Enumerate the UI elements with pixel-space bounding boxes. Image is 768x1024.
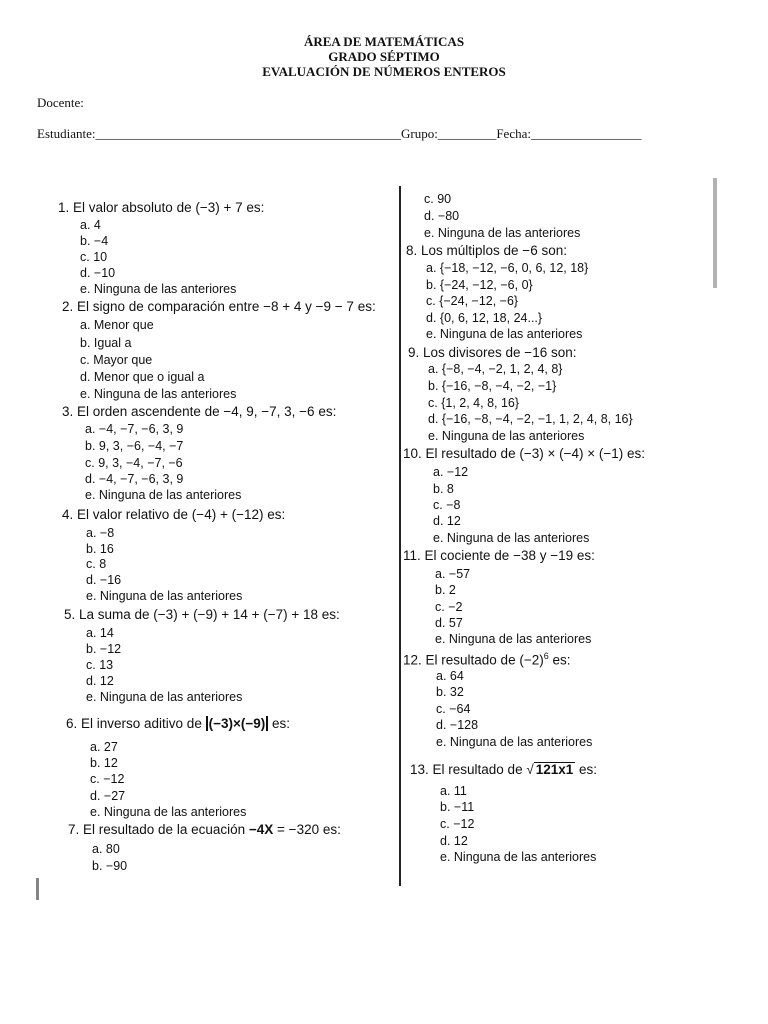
question-1: 1. El valor absoluto de (−3) + 7 es: (58, 200, 265, 215)
question-7-tail: = −320 es: (273, 822, 341, 837)
option: b. −90 (92, 859, 128, 873)
option: b. 8 (433, 482, 454, 496)
option: e. Ninguna de las anteriores (90, 805, 247, 819)
question-9: 9. Los divisores de −16 son: (408, 345, 577, 360)
question-13-text: 13. El resultado de (410, 762, 527, 777)
option: e. Ninguna de las anteriores (436, 735, 593, 749)
question-7-text: 7. El resultado de la ecuación (68, 822, 246, 837)
option: b. 9, 3, −6, −4, −7 (85, 439, 184, 453)
question-12 (403, 651, 571, 668)
equation-term: −4X (248, 822, 274, 837)
question-3: 3. El orden ascendente de −4, 9, −7, 3, −6 es: (62, 404, 337, 419)
option: b. {−16, −8, −4, −2, −1} (428, 379, 557, 393)
option: c. −64 (436, 702, 471, 716)
option: b. −4 (80, 234, 109, 248)
question-7 (68, 822, 341, 837)
option: e. Ninguna de las anteriores (80, 282, 237, 296)
student-info-line: Estudiante:_______________________________________________Grupo:_________Fecha:_________________ (37, 126, 642, 141)
option: a. {−8, −4, −2, 1, 2, 4, 8} (428, 362, 563, 376)
option: a. 14 (86, 626, 114, 640)
question-5: 5. La suma de (−3) + (−9) + 14 + (−7) + 18 es: (64, 607, 340, 622)
option: a. 27 (90, 740, 118, 754)
option: c. −2 (435, 600, 463, 614)
option: c. 10 (80, 250, 108, 264)
question-11: 11. El cociente de −38 y −19 es: (403, 548, 595, 563)
exponent: 6 (543, 651, 549, 661)
option: b. −12 (86, 642, 122, 656)
option: a. 80 (92, 842, 120, 856)
option: c. 8 (86, 557, 107, 571)
option: d. −16 (86, 573, 122, 587)
option: c. 13 (86, 658, 114, 672)
option: a. 64 (436, 669, 464, 683)
option: b. {−24, −12, −6, 0} (426, 278, 533, 292)
option: b. 32 (436, 685, 464, 699)
option: d. {−16, −8, −4, −2, −1, 1, 2, 4, 8, 16} (428, 412, 633, 426)
docente-label: Docente: (37, 95, 84, 110)
column-divider (399, 186, 401, 886)
option: a. −12 (433, 465, 469, 479)
option: e. Ninguna de las anteriores (86, 589, 243, 603)
option: c. 9, 3, −4, −7, −6 (85, 456, 183, 470)
option: d. −80 (424, 209, 460, 223)
option: d. −4, −7, −6, 3, 9 (85, 472, 184, 486)
sqrt-icon: √ (526, 762, 534, 777)
option: e. Ninguna de las anteriores (424, 226, 581, 240)
option: c. {−24, −12, −6} (426, 294, 519, 308)
option: d. −27 (90, 789, 126, 803)
scan-edge-mark (36, 878, 39, 900)
option: b. 12 (90, 756, 118, 770)
header-title: EVALUACIÓN DE NÚMEROS ENTEROS (262, 64, 506, 79)
option: e. Ninguna de las anteriores (426, 327, 583, 341)
question-12-tail: es: (548, 652, 571, 668)
option: d. 12 (86, 674, 114, 688)
option: d. {0, 6, 12, 18, 24...} (426, 311, 543, 325)
question-13-tail: es: (575, 762, 598, 777)
option: a. −8 (86, 526, 115, 540)
option: c. −8 (433, 498, 461, 512)
option: d. −10 (80, 266, 116, 280)
question-4: 4. El valor relativo de (−4) + (−12) es: (62, 507, 286, 522)
option: c. −12 (440, 817, 475, 831)
option: e. Ninguna de las anteriores (433, 531, 590, 545)
option: c. 90 (424, 192, 452, 206)
header-area: ÁREA DE MATEMÁTICAS (303, 34, 465, 49)
option: e. Ninguna de las anteriores (80, 387, 237, 401)
sqrt-expression: 121x1 (535, 762, 574, 777)
option: a. −57 (435, 567, 471, 581)
option: e. Ninguna de las anteriores (85, 488, 242, 502)
option: e. Ninguna de las anteriores (428, 429, 585, 443)
header-grade: GRADO SÉPTIMO (328, 49, 440, 64)
option: a. 4 (80, 218, 101, 232)
option: a. {−18, −12, −6, 0, 6, 12, 18} (426, 261, 589, 275)
option: b. 2 (435, 583, 456, 597)
question-6-text: 6. El inverso aditivo de (66, 716, 202, 731)
absolute-value-expression: (−3)×(−9) (206, 716, 269, 731)
question-6-tail: es: (268, 716, 291, 731)
option: c. −12 (90, 772, 125, 786)
option: d. 57 (435, 616, 463, 630)
scan-edge-mark (713, 178, 717, 288)
question-13 (410, 762, 597, 777)
option: d. Menor que o igual a (80, 370, 205, 384)
question-10: 10. El resultado de (−3) × (−4) × (−1) es: (403, 446, 646, 461)
option: b. 16 (86, 542, 114, 556)
option: e. Ninguna de las anteriores (435, 632, 592, 646)
question-8: 8. Los múltiplos de −6 son: (406, 243, 567, 258)
question-6 (66, 716, 290, 731)
option: b. Igual a (80, 336, 132, 350)
option: a. Menor que (80, 318, 154, 332)
question-12-text: 12. El resultado de (−2) (403, 652, 544, 668)
option: d. −128 (436, 718, 479, 732)
option: d. 12 (440, 834, 468, 848)
option: c. {1, 2, 4, 8, 16} (428, 396, 520, 410)
option: a. −4, −7, −6, 3, 9 (85, 422, 184, 436)
option: d. 12 (433, 514, 461, 528)
option: e. Ninguna de las anteriores (440, 850, 597, 864)
question-2: 2. El signo de comparación entre −8 + 4 y −9 − 7 es: (62, 299, 376, 314)
option: c. Mayor que (80, 353, 153, 367)
option: b. −11 (440, 800, 475, 814)
option: a. 11 (440, 784, 467, 798)
option: e. Ninguna de las anteriores (86, 690, 243, 704)
